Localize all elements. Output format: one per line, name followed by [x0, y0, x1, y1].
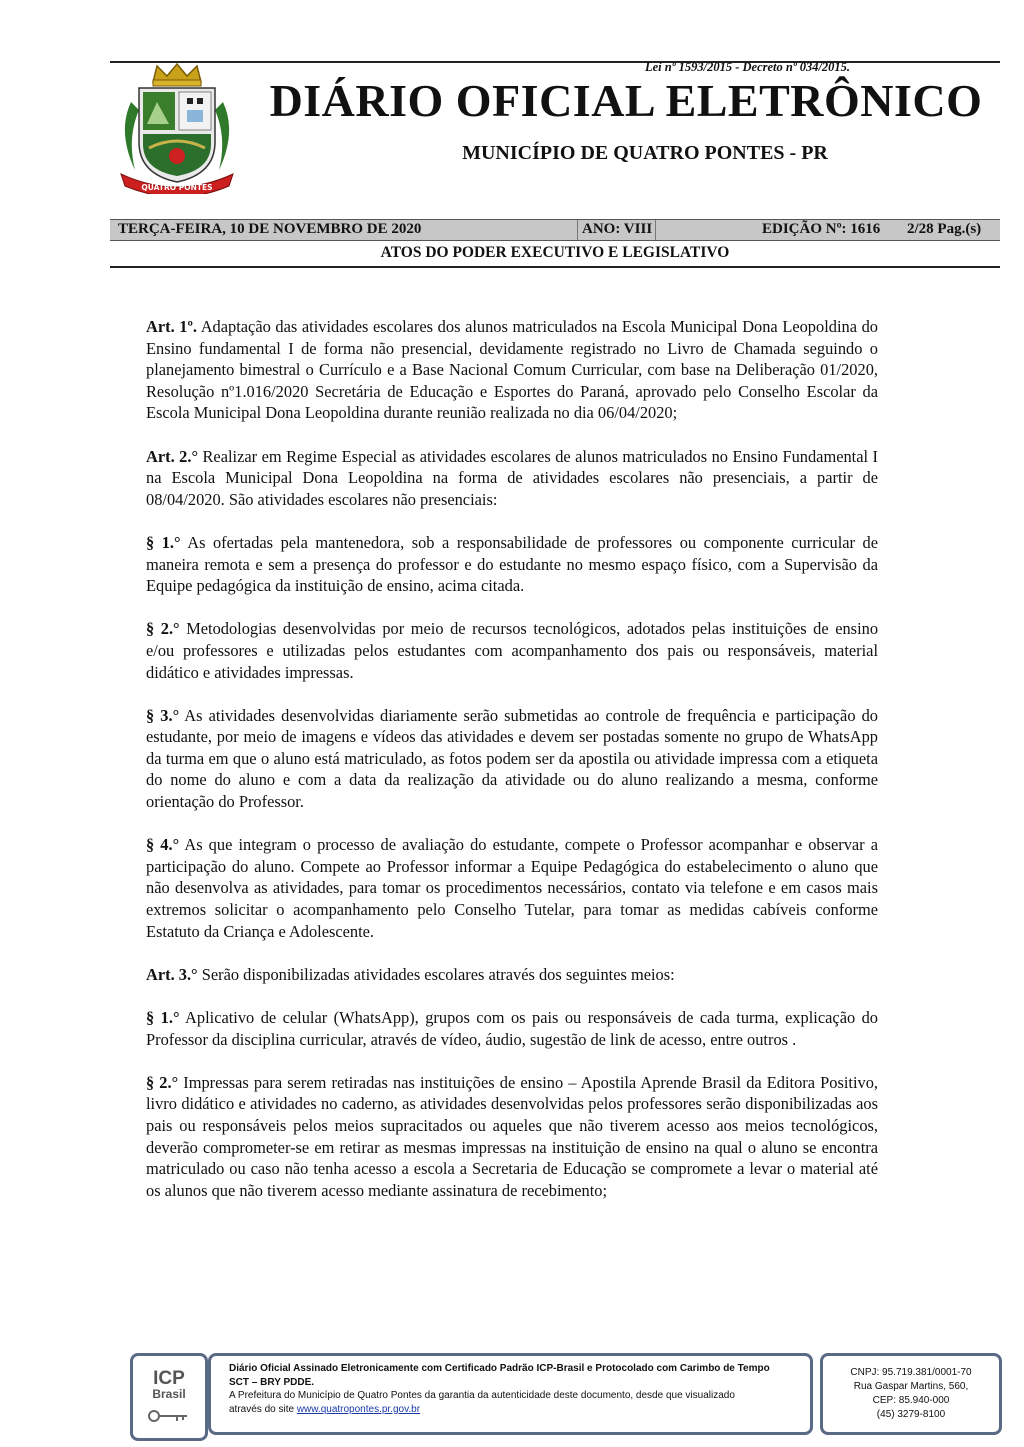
document-body [146, 316, 878, 1223]
icp-brasil-logo [130, 1353, 208, 1441]
header-top-rule [110, 61, 1000, 63]
article-paragraph: Art. 1º. Adaptação das atividades escolares dos alunos matriculados na Escola Municipal Dona Leopoldina do Ensino fundamental I de forma não presencial, devidamente registrado no Livro de Chamada seguindo o planejamento bimestral o Currículo e a Base Nacional Comum Curricular, com base na Deliberação 01/2020, Resolução nº1.016/2020 Secretária de Educação e Esportes do Paraná, aprovado pelo Conselho Escolar da Escola Municipal Dona Leopoldina durante reunião realizada no dia 06/04/2020; [146, 317, 878, 423]
address-text: Rua Gaspar Martins, 560, [853, 1381, 969, 1392]
publication-year: ANO: VIII [582, 221, 653, 237]
municipal-crest-icon [113, 62, 241, 194]
article-paragraph: Art. 2.° Realizar em Regime Especial as atividades escolares de alunos matriculados no Ensino Fundamental I na Escola Municipal Dona Leopoldina na forma de atividades escolares não presenciais, a partir de 08/04/2020. São atividades escolares não presenciais: [146, 446, 878, 509]
phone-text: (45) 3279-8100 [876, 1409, 946, 1420]
contact-box [820, 1353, 1002, 1435]
key-icon [147, 1408, 191, 1424]
section-rule [110, 266, 1000, 268]
cert-line: SCT – BRY PDDE. [229, 1376, 315, 1388]
cnpj-text: CNPJ: 95.719.381/0001-70 [850, 1367, 972, 1378]
page-title: DIÁRIO OFICIAL ELETRÔNICO [269, 75, 983, 126]
cert-line: Diário Oficial Assinado Eletronicamente com Certificado Padrão ICP-Brasil e Protocolado com Carimbo de Tempo [229, 1363, 770, 1374]
cep-text: CEP: 85.940-000 [872, 1395, 950, 1406]
section-title: ATOS DO PODER EXECUTIVO E LEGISLATIVO [380, 244, 730, 261]
cert-line-prefix: através do site [229, 1403, 297, 1415]
municipality-subtitle: MUNICÍPIO DE QUATRO PONTES - PR [462, 142, 828, 164]
municipality-website-link[interactable]: www.quatropontes.pr.gov.br [296, 1403, 421, 1415]
page-footer [130, 1353, 1010, 1437]
article-paragraph: § 1.° As ofertadas pela mantenedora, sob a responsabilidade de professores ou componente curricular de maneira remota e sem a presença do professor e do estudante no mesmo espaço físico, com a Supervisão da Equipe pedagógica da instituição de ensino, acima citada. [146, 532, 879, 596]
article-paragraph: § 3.° As atividades desenvolvidas diariamente serão submetidas ao controle de frequência e participação do estudante, por meio de imagens e vídeos das atividades e devem ser postadas somente no grupo de WhatsApp da turma em que o aluno está matriculado, as fotos podem ser da apostila ou atividade impressa com a etiqueta do nome do aluno e com a data da realização da atividade ou do aluno realizando a mesma, conforme orientação do Professor. [146, 705, 878, 812]
icp-logo-text: ICP [153, 1368, 185, 1389]
info-separator [577, 220, 578, 240]
article-paragraph: § 1.° Aplicativo de celular (WhatsApp), grupos com os pais ou responsáveis de cada turma, explicação do Professor da disciplina curricular, através de vídeo, áudio, sugestão de link de acesso, entre outros . [146, 1008, 879, 1049]
article-paragraph: § 2.° Metodologias desenvolvidas por meio de recursos tecnológicos, adotados pelas instituições de ensino e/ou professores e utilizadas pelos estudantes com acompanhamento dos pais ou responsáveis, material didático e atividades impressas. [146, 619, 879, 682]
cert-line [229, 1403, 800, 1417]
publication-date: TERÇA-FEIRA, 10 DE NOVEMBRO DE 2020 [118, 221, 422, 237]
law-reference: Lei nº 1593/2015 - Decreto nº 034/2015. [645, 60, 851, 74]
icp-logo-subtext: Brasil [152, 1387, 186, 1401]
article-paragraph: § 4.° As que integram o processo de avaliação do estudante, compete o Professor acompanhar e observar a participação do aluno. Compete ao Professor informar a Equipe Pedagógica do estabelecimento o aluno que não desenvolva as atividades, para tomar os procedimentos necessários, contato via telefone e em casos mais extremos solicitar o acompanhamento pelo Conselho Tutelar, para tomar as medidas cabíveis conforme Estatuto da Criança e Adolescente. [146, 835, 879, 941]
edition-info-bar [110, 219, 1000, 241]
info-separator [655, 220, 656, 240]
svg-text:QUATRO PONTES: QUATRO PONTES [141, 183, 213, 192]
certification-notice [208, 1353, 813, 1435]
edition-number: EDIÇÃO Nº: 1616 [762, 221, 881, 237]
article-paragraph: Art. 3.° Serão disponibilizadas atividades escolares através dos seguintes meios: [146, 964, 675, 984]
cert-line: A Prefeitura do Município de Quatro Pontes da garantia da autenticidade deste documento, desde que visualizado [229, 1390, 735, 1401]
page-count: 2/28 Pag.(s) [907, 221, 982, 237]
article-paragraph: § 2.° Impressas para serem retiradas nas instituições de ensino – Apostila Aprende Brasil da Editora Positivo, livro didático e atividades no caderno, as atividades desenvolvidas pelos professores serão disponibilizadas aos pais ou responsáveis pelos meios supracitados ou aqueles que não tiverem acesso aos meios tecnológicos, deverão comprometer-se em retirar as mesmas impressas na instituição de ensino na qual o aluno se encontra matriculado ou caso não tenha acesso a escola a Secretaria de Educação se compromete a levar o material até os alunos que não tiverem acesso mediante assinatura de recebimento; [146, 1072, 878, 1200]
